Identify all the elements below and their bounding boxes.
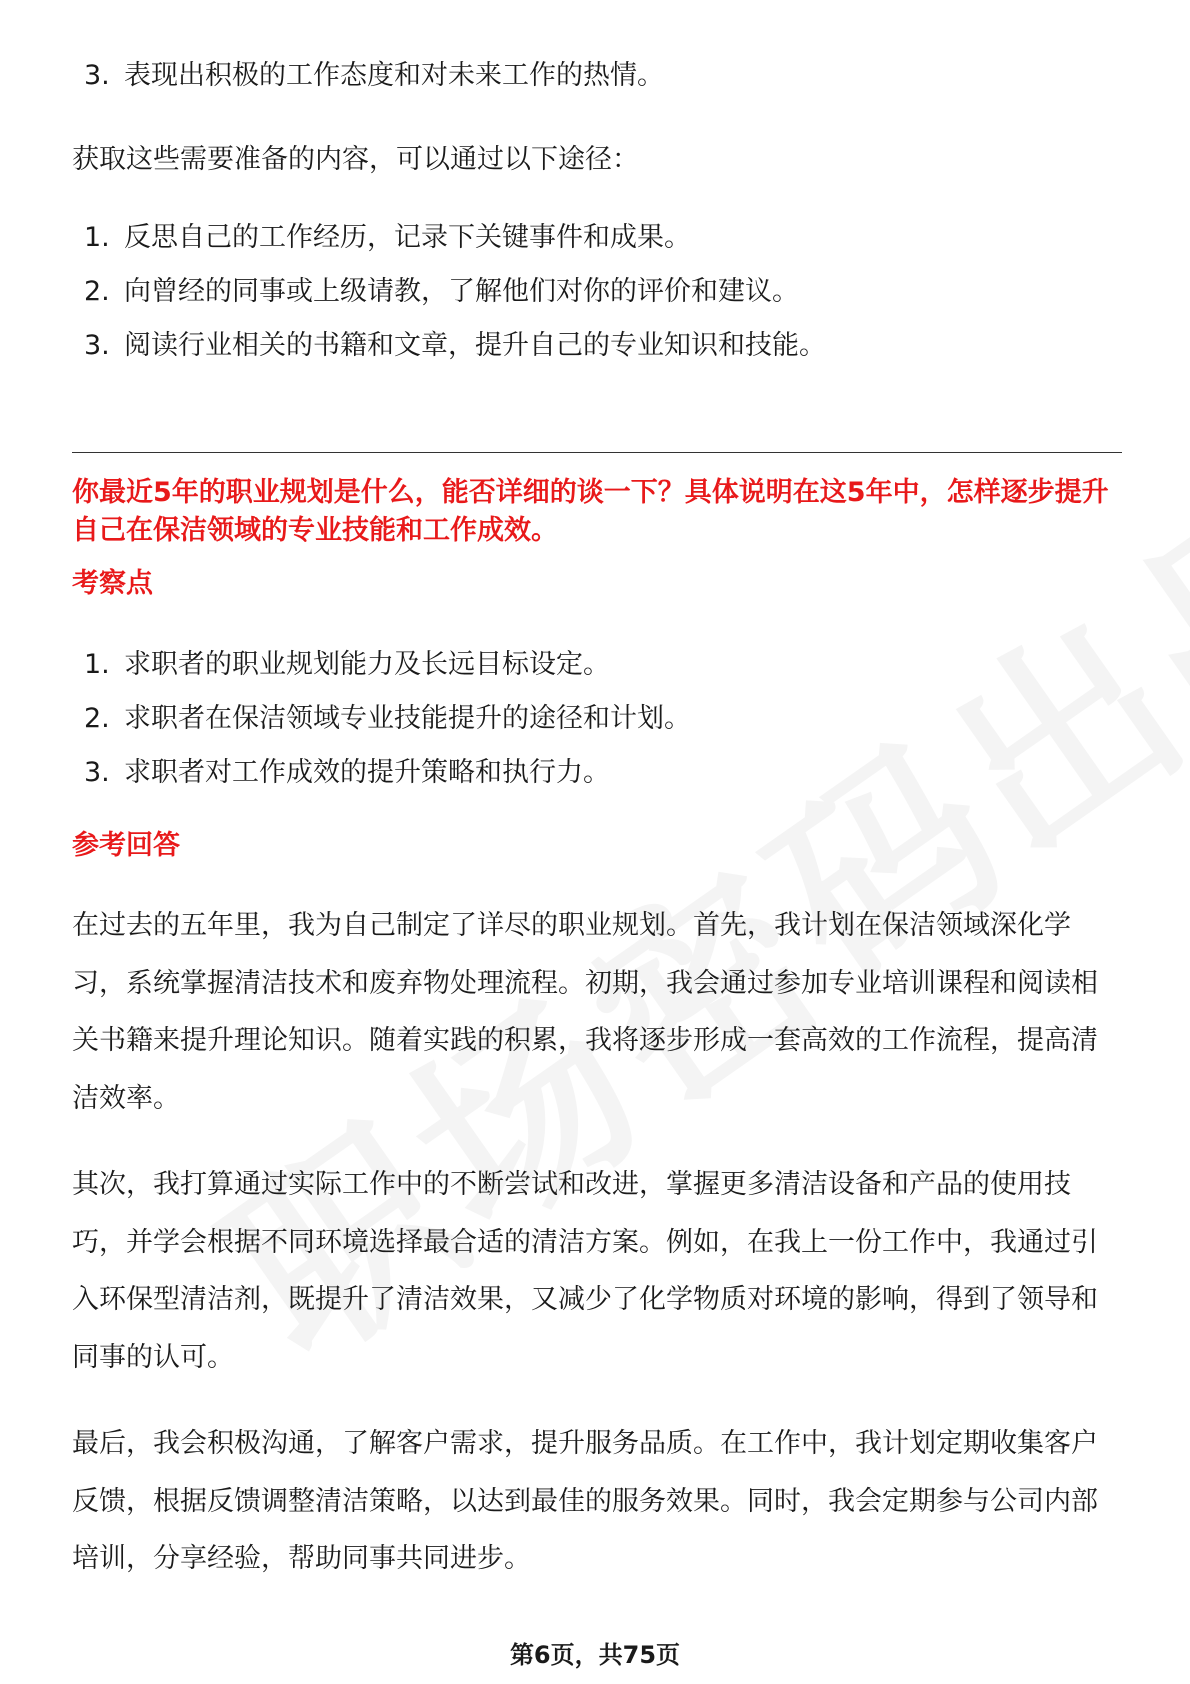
reference-answer-title: 参考回答: [72, 830, 180, 861]
list-text: 表现出积极的工作态度和对未来工作的热情。: [124, 60, 664, 91]
list-item: [84, 58, 664, 94]
list-text: 阅读行业相关的书籍和文章，提升自己的专业知识和技能。: [124, 330, 826, 361]
interview-question: 你最近5年的职业规划是什么，能否详细的谈一下？具体说明在这5年中，怎样逐步提升自己在保洁领域的专业技能和工作成效。: [72, 477, 1109, 546]
list-number: 2.: [84, 276, 110, 307]
list-text: 求职者在保洁领域专业技能提升的途径和计划。: [124, 703, 691, 734]
list-item: [84, 274, 799, 310]
list-item: [84, 220, 691, 256]
list-text: 向曾经的同事或上级请教，了解他们对你的评价和建议。: [124, 276, 799, 307]
list-number: 2.: [84, 703, 110, 734]
page-number: 第6页，共75页: [509, 1641, 681, 1669]
answer-paragraph: 其次，我打算通过实际工作中的不断尝试和改进，掌握更多清洁设备和产品的使用技巧，并学会根据不同环境选择最合适的清洁方案。例如，在我上一份工作中，我通过引入环保型清洁剂，既提升了清洁效果，又减少了化学物质对环境的影响，得到了领导和同事的认可。: [72, 1169, 1098, 1373]
intro-text: 获取这些需要准备的内容，可以通过以下途径：: [72, 144, 639, 175]
list-item: [84, 647, 610, 683]
answer-paragraph: 最后，我会积极沟通，了解客户需求，提升服务品质。在工作中，我计划定期收集客户反馈，根据反馈调整清洁策略，以达到最佳的服务效果。同时，我会定期参与公司内部培训，分享经验，帮助同事共同进步。: [72, 1428, 1098, 1574]
list-number: 3.: [84, 330, 110, 361]
exam-points-title: 考察点: [72, 568, 153, 599]
section-divider: [72, 452, 1122, 453]
list-number: 3.: [84, 757, 110, 788]
list-number: 1.: [84, 222, 110, 253]
list-number: 1.: [84, 649, 110, 680]
list-text: 反思自己的工作经历，记录下关键事件和成果。: [124, 222, 691, 253]
list-text: 求职者的职业规划能力及长远目标设定。: [124, 649, 610, 680]
list-item: [84, 328, 826, 364]
list-number: 3.: [84, 60, 110, 91]
list-item: [84, 755, 610, 791]
list-item: [84, 701, 691, 737]
answer-paragraph: 在过去的五年里，我为自己制定了详尽的职业规划。首先，我计划在保洁领域深化学习，系统掌握清洁技术和废弃物处理流程。初期，我会通过参加专业培训课程和阅读相关书籍来提升理论知识。随着实践的积累，我将逐步形成一套高效的工作流程，提高清洁效率。: [72, 910, 1098, 1114]
list-text: 求职者对工作成效的提升策略和执行力。: [124, 757, 610, 788]
